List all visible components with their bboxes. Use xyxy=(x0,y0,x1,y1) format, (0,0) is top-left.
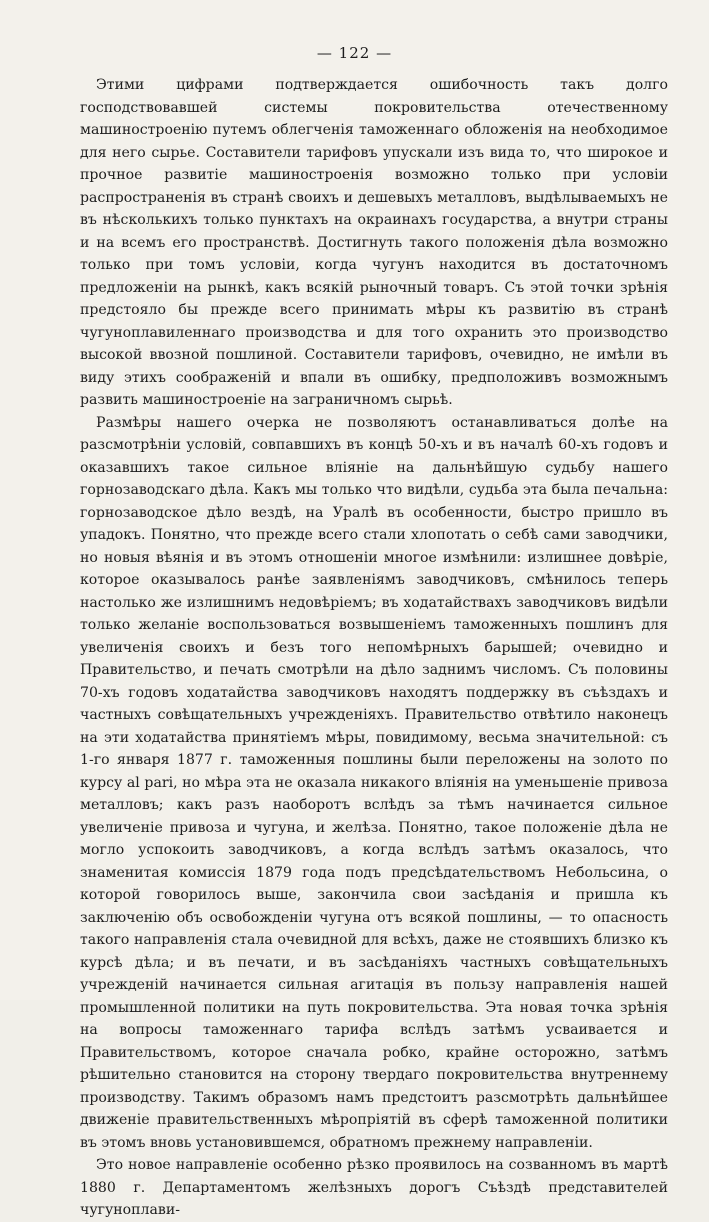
paragraph-1: Этими цифрами подтверждается ошибочность такъ долго господствовавшей системы покровительства отечественному машиностроенію путемъ облегченія таможеннаго обложенія на необходимое для него сырье. Составители тарифовъ упускали изъ вида то, что широкое и прочное развитіе машиностроенія возможно только при условіи распространенія въ странѣ своихъ и дешевыхъ металловъ, выдѣлываемыхъ не въ нѣсколькихъ только пунктахъ на окраинахъ государства, а внутри страны и на всемъ его пространствѣ. Достигнуть такого положенія дѣла возможно только при томъ условіи, когда чугунъ находится въ достаточномъ предложеніи на рынкѣ, какъ всякій рыночный товаръ. Съ этой точки зрѣнія предстояло бы прежде всего принимать мѣры къ развитію въ странѣ чугуноплавиленнаго производства и для того охранить это производство высокой ввозной пошлиной. Составители тарифовъ, очевидно, не имѣли въ виду этихъ соображеній и впали въ ошибку, предположивъ возможнымъ развить машиностроеніе на заграничномъ сырьѣ. xyxy=(80,77,668,408)
page-number: — 122 — xyxy=(316,44,393,62)
paragraph-2: Размѣры нашего очерка не позволяютъ останавливаться долѣе на разсмотрѣніи условій, совпавшихъ въ концѣ 50-хъ и въ началѣ 60-хъ годовъ и оказавшихъ такое сильное вліяніе на дальнѣйшую судьбу нашего горнозаводскаго дѣла. Какъ мы только что видѣли, судьба эта была печальна: горнозаводское дѣло вездѣ, на Уралѣ въ особенности, быстро пришло въ упадокъ. Понятно, что прежде всего стали хлопотать о себѣ сами заводчики, но новыя вѣянія и въ этомъ отношеніи многое измѣнили: излишнее довѣріе, которое оказывалось ранѣе заявленіямъ заводчиковъ, смѣнилось теперь настолько же излишнимъ недовѣріемъ; въ ходатайствахъ заводчиковъ видѣли только желаніе воспользоваться возвышеніемъ таможенныхъ пошлинъ для увеличенія своихъ и безъ того непомѣрныхъ барышей; очевидно и Правительство, и печать смотрѣли на дѣло заднимъ числомъ. Съ половины 70-хъ годовъ ходатайства заводчиковъ находятъ поддержку въ съѣздахъ и частныхъ совѣщательныхъ учрежденіяхъ. Правительство отвѣтило наконецъ на эти ходатайства принятіемъ мѣры, повидимому, весьма значительной: съ 1-го января 1877 г. таможенныя пошлины были переложены на золото по курсу al pari, но мѣра эта не оказала никакого вліянія на уменьшеніе привоза металловъ; какъ разъ наоборотъ вслѣдъ за тѣмъ начинается сильное увеличеніе привоза и чугуна, и желѣза. Понятно, такое положеніе дѣла не могло успокоить заводчиковъ, а когда вслѣдъ затѣмъ оказалось, что знаменитая комиссія 1879 года подъ предсѣдательствомъ Небольсина, о которой говорилось выше, закончила свои засѣданія и пришла къ заключенію объ освобожденіи чугуна отъ всякой пошлины, — то опасность такого направленія стала очевидной для всѣхъ, даже не стоявшихъ близко къ курсѣ дѣла; и въ печати, и въ засѣданіяхъ частныхъ совѣщательныхъ учрежденій начинается сильная агитація въ пользу направленія нашей промышленной политики на путь покровительства. Эта новая точка зрѣнія на вопросы таможеннаго тарифа вслѣдъ затѣмъ усваивается и Правительствомъ, которое сначала робко, крайне осторожно, затѣмъ рѣшительно становится на сторону твердаго покровительства внутреннему производству. Такимъ образомъ намъ предстоитъ разсмотрѣть дальнѣйшее движеніе правительственныхъ мѣропріятій въ сферѣ таможенной политики въ этомъ вновь установившемся, обратномъ прежнему направленіи. xyxy=(80,414,668,1151)
paragraph-3: Это новое направленіе особенно рѣзко проявилось на созванномъ въ мартѣ 1880 г. Департаментомъ желѣзныхъ дорогъ Съѣздѣ представителей чугуноплави- xyxy=(80,1157,668,1218)
text-body xyxy=(80,74,668,1222)
